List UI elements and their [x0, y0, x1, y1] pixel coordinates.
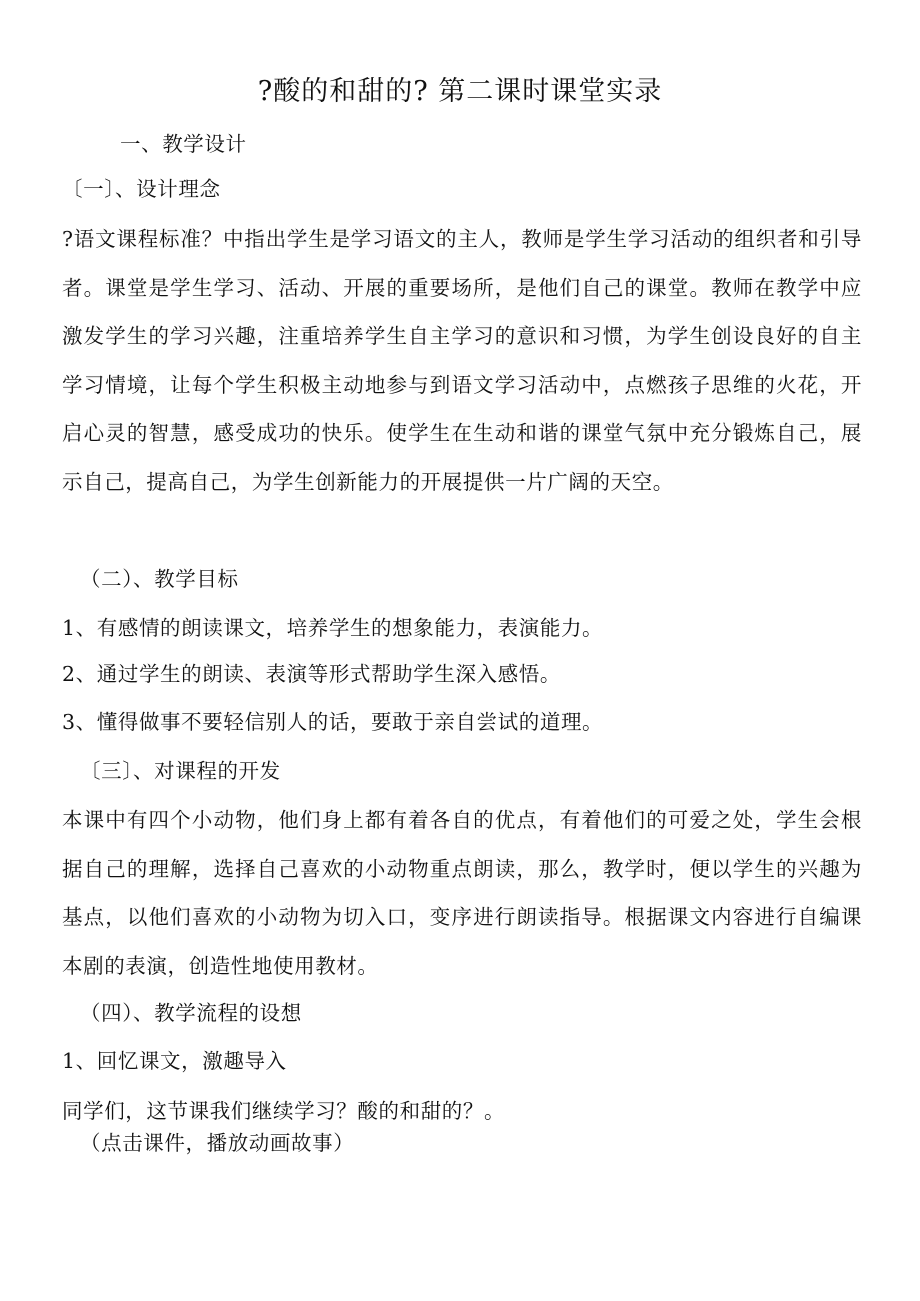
- process-step-1-text: 同学们，这节课我们继续学习？酸的和甜的？。: [62, 1099, 506, 1123]
- subsection-heading-design-concept: 〔一〕、设计理念: [62, 177, 221, 201]
- subsection-heading-teaching-process: （四）、教学流程的设想: [80, 1001, 302, 1025]
- goal-item-3: 3、懂得做事不要轻信别人的话，要敢于亲自尝试的道理。: [62, 710, 604, 734]
- process-step-1-note: （点击课件，播放动画故事）: [80, 1131, 355, 1155]
- subsection-heading-curriculum-development: 〔三〕、对课程的开发: [80, 759, 281, 783]
- paragraph-curriculum-development: 本课中有四个小动物，他们身上都有着各自的优点，有着他们的可爱之处，学生会根据自己的理解，选择自己喜欢的小动物重点朗读，那么，教学时，便以学生的兴趣为基点，以他们喜欢的小动物为切入口，变序进行朗读指导。根据课文内容进行自编课本剧的表演，创造性地使用教材。: [62, 808, 862, 978]
- process-step-1: 1、回忆课文，激趣导入: [62, 1049, 287, 1073]
- paragraph-design-concept: ?语文课程标准？中指出学生是学习语文的主人，教师是学生学习活动的组织者和引导者。课堂是学生学习、活动、开展的重要场所，是他们自己的课堂。教师在教学中应激发学生的学习兴趣，注重培养学生自主学习的意识和习惯，为学生创设良好的自主学习情境，让每个学生积极主动地参与到语文学习活动中，点燃孩子思维的火花，开启心灵的智慧，感受成功的快乐。使学生在生动和谐的课堂气氛中充分锻炼自己，展示自己，提高自己，为学生创新能力的开展提供一片广阔的天空。: [62, 227, 862, 494]
- subsection-heading-teaching-goals: （二）、教学目标: [80, 567, 239, 591]
- goal-item-2: 2、通过学生的朗读、表演等形式帮助学生深入感悟。: [62, 662, 561, 686]
- goal-item-1: 1、有感情的朗读课文，培养学生的想象能力，表演能力。: [62, 616, 604, 640]
- section-heading-teaching-design: 一、教学设计: [120, 132, 247, 156]
- document-title: ?酸的和甜的? 第二课时课堂实录: [257, 76, 663, 107]
